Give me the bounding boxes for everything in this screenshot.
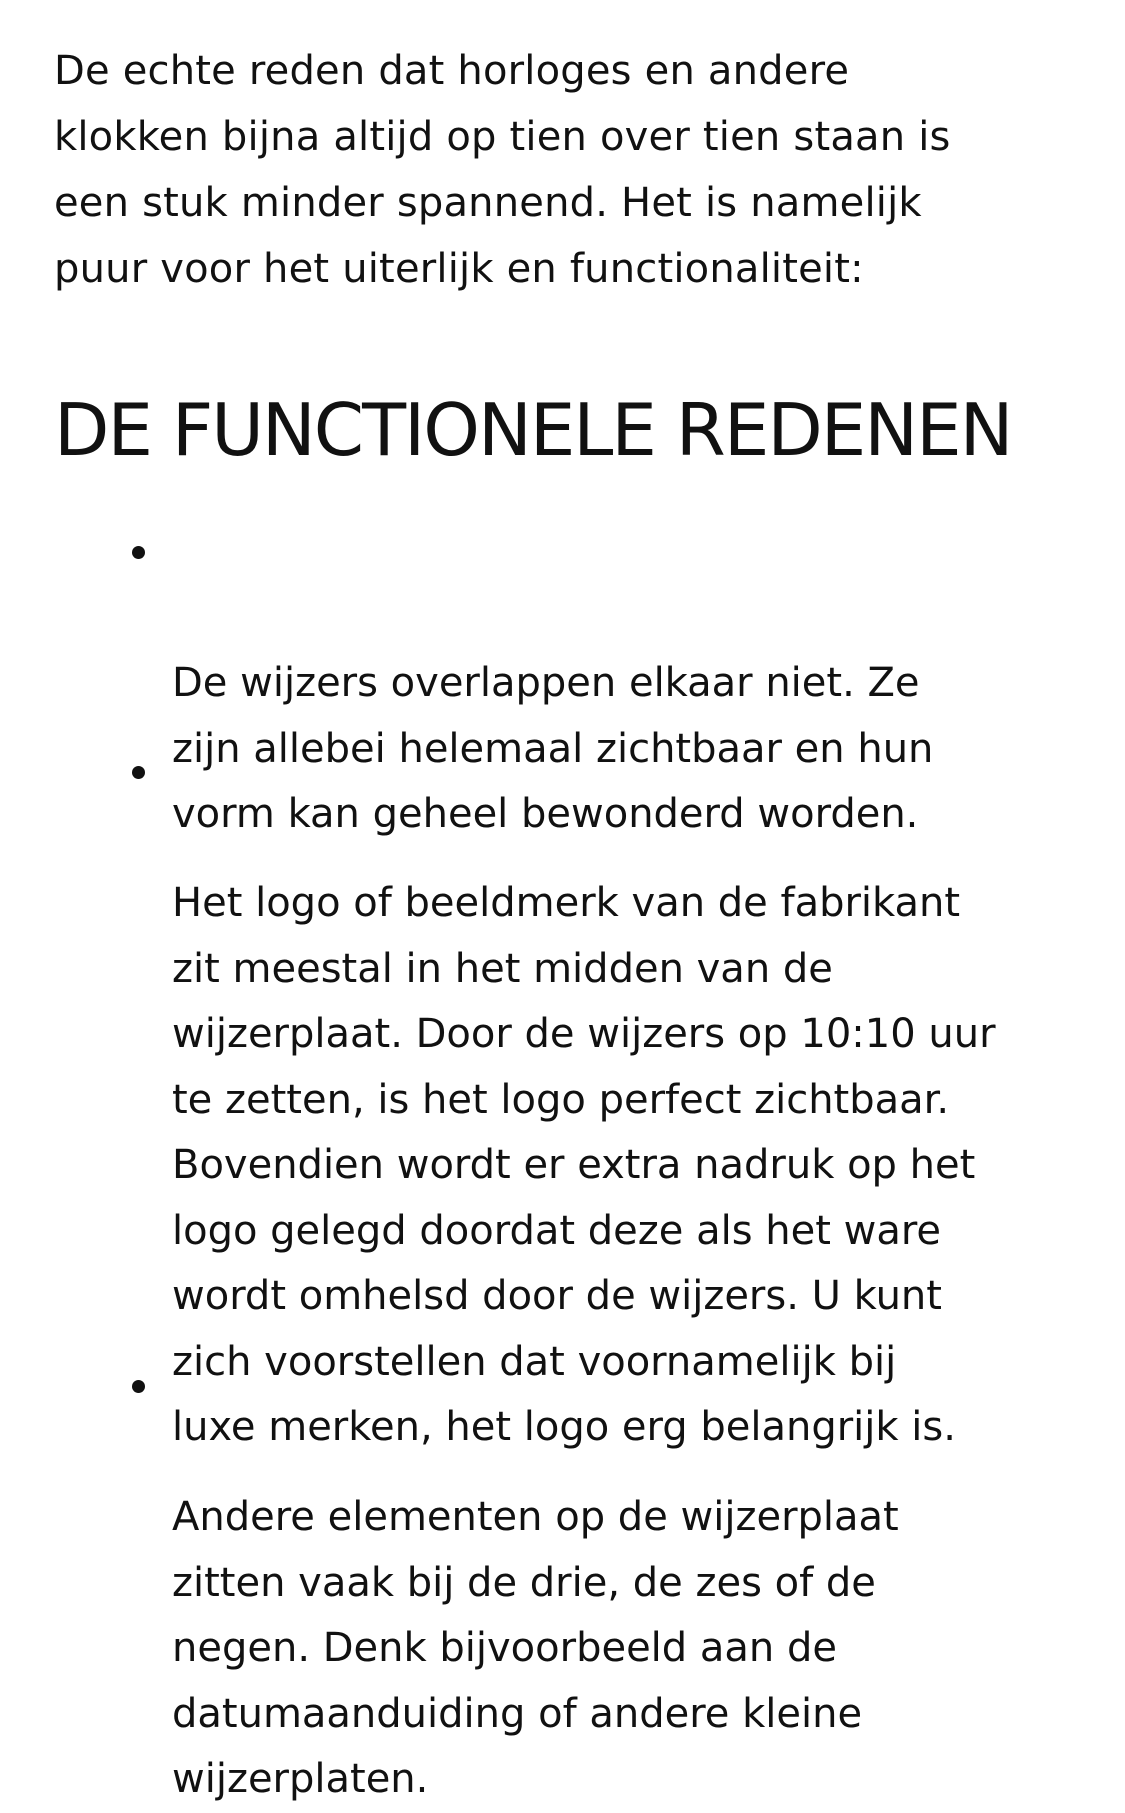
bullet-icon	[132, 766, 145, 779]
reason-item-3	[172, 1354, 1082, 1813]
intro-paragraph: De echte reden dat horloges en andere klokken bijna altijd op tien over tien staan is een stuk minder spannend. Het is namelijk puur voor het uiterlijk en functionaliteit:	[54, 48, 951, 292]
bullet-icon	[132, 1380, 145, 1393]
section-heading: DE FUNCTIONELE REDENEN	[54, 388, 1012, 472]
reason-text-3: Andere elementen op de wijzerplaat zitten vaak bij de drie, de zes of de negen. Denk bijvoorbeeld aan de datumaanduiding of andere kleine wijzerplaten.	[172, 1494, 899, 1802]
reason-item-2	[172, 740, 1082, 1461]
bullet-icon	[132, 546, 145, 559]
reason-text-2: Het logo of beeldmerk van de fabrikant zit meestal in het midden van de wijzerplaat. Door de wijzers op 10:10 uur te zetten, is het logo perfect zichtbaar. Bovendien wordt er extra nadruk op het logo gelegd doordat deze als het ware wordt omhelsd door de wijzers. U kunt zich voorstellen dat voornamelijk bij luxe merken, het logo erg belangrijk is.	[172, 880, 996, 1450]
reason-text-1: De wijzers overlappen elkaar niet. Ze zijn allebei helemaal zichtbaar en hun vorm kan geheel bewonderd worden.	[172, 660, 934, 837]
